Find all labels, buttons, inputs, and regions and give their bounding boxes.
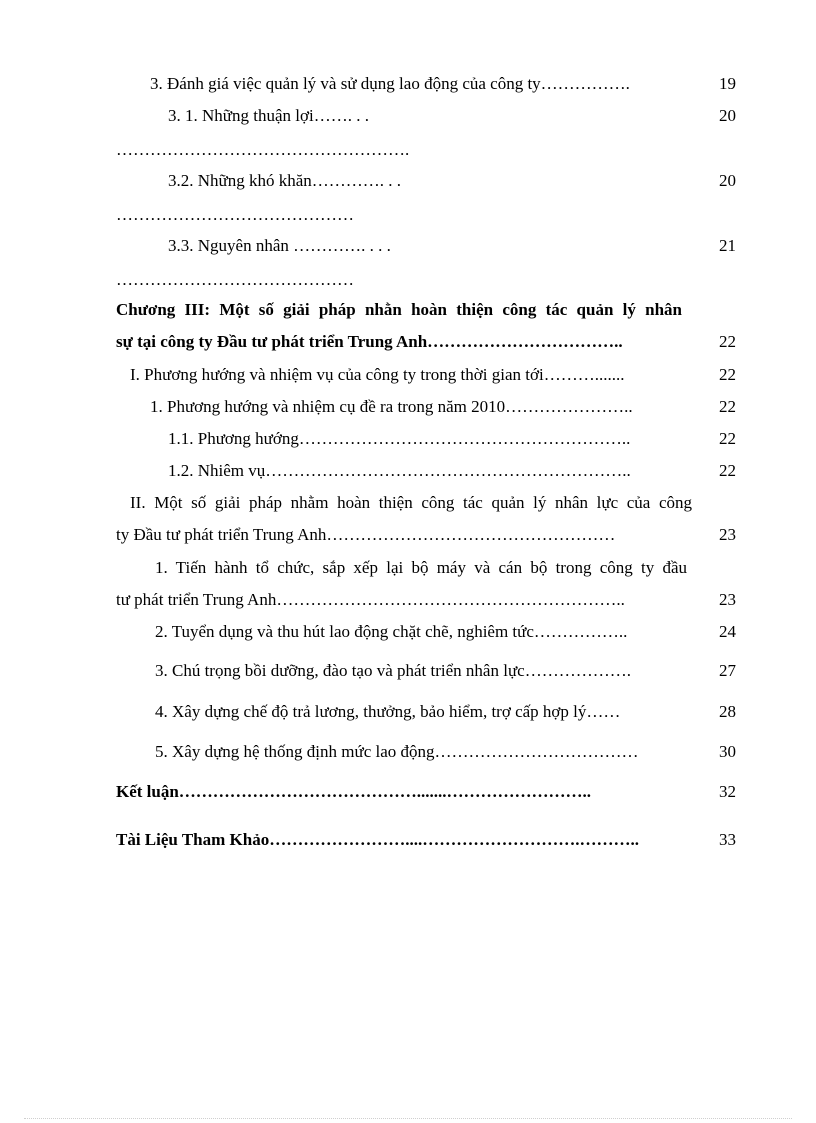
toc-page-number: 22	[719, 397, 736, 416]
toc-entry-text: 3. Chú trọng bồi dưỡng, đào tạo và phát triển nhân lực……………….	[155, 661, 631, 680]
toc-entry-text: 4. Xây dựng chế độ trả lương, thưởng, bảo hiểm, trợ cấp hợp lý……	[155, 702, 621, 721]
page-bottom-divider	[24, 1118, 792, 1119]
toc-entry-text: 3. Đánh giá việc quản lý và sử dụng lao động của công ty…………….	[150, 74, 630, 93]
toc-entry-text: 1.2. Nhiêm vụ………………………………………………………..	[168, 461, 631, 480]
toc-page-number: 22	[719, 429, 736, 448]
toc-leader-dots: ……………………………………	[116, 205, 354, 224]
toc-conclusion-text: Kết luận…………………………………….......……………………..	[116, 782, 592, 801]
toc-page-number: 24	[719, 622, 736, 641]
toc-leader-dots: ……………………………………	[116, 270, 354, 289]
toc-page-number: 19	[719, 74, 736, 93]
toc-entry-text: 1. Tiến hành tổ chức, sắp xếp lại bộ máy và cán bộ trong công ty đầu	[155, 558, 687, 577]
toc-entry-text: 2. Tuyển dụng và thu hút lao động chặt chẽ, nghiêm tức……………..	[155, 622, 628, 641]
toc-page-number: 22	[719, 332, 736, 351]
toc-chapter-heading: Chương III: Một số giải pháp nhằn hoàn thiện công tác quản lý nhân	[116, 300, 682, 319]
toc-section-heading: II. Một số giải pháp nhằm hoàn thiện công tác quản lý nhân lực của công	[130, 493, 692, 512]
toc-page-number: 32	[719, 782, 736, 801]
toc-page-number: 23	[719, 590, 736, 609]
toc-section-heading: ty Đầu tư phát triển Trung Anh……………………………………………	[116, 525, 616, 544]
toc-entry-text: 3.2. Những khó khăn…………. . .	[168, 171, 402, 190]
toc-chapter-heading: sự tại công ty Đầu tư phát triển Trung Anh……………………………..	[116, 332, 623, 351]
toc-page-number: 20	[719, 171, 736, 190]
toc-references-text: Tài Liệu Tham Khảo……………………....……………………….………..	[116, 830, 639, 849]
toc-entry-text: I. Phương hướng và nhiệm vụ của công ty trong thời gian tới……….......	[130, 365, 625, 384]
toc-entry-text: 1. Phương hướng và nhiệm cụ đề ra trong năm 2010…………………..	[150, 397, 633, 416]
toc-leader-dots: …………………………………………….	[116, 140, 410, 159]
toc-entry-text: 3. 1. Những thuận lợi……. . .	[168, 106, 369, 125]
toc-entry-text: 1.1. Phương hướng…………………………………………………..	[168, 429, 631, 448]
toc-page-number: 22	[719, 365, 736, 384]
toc-page-number: 23	[719, 525, 736, 544]
toc-entry-text: tư phát triển Trung Anh……………………………………………………..	[116, 590, 625, 609]
toc-conclusion	[116, 782, 591, 802]
toc-entry-text: 5. Xây dựng hệ thống định mức lao động………………………………	[155, 742, 639, 761]
toc-page-number: 30	[719, 742, 736, 761]
toc-page-number: 27	[719, 661, 736, 680]
toc-entry-text: 3.3. Nguyên nhân …………. . . .	[168, 236, 391, 255]
toc-page-number: 28	[719, 702, 736, 721]
toc-page-number: 33	[719, 830, 736, 849]
toc-page-number: 20	[719, 106, 736, 125]
toc-references	[116, 830, 639, 850]
toc-page-number: 21	[719, 236, 736, 255]
toc-page-number: 22	[719, 461, 736, 480]
